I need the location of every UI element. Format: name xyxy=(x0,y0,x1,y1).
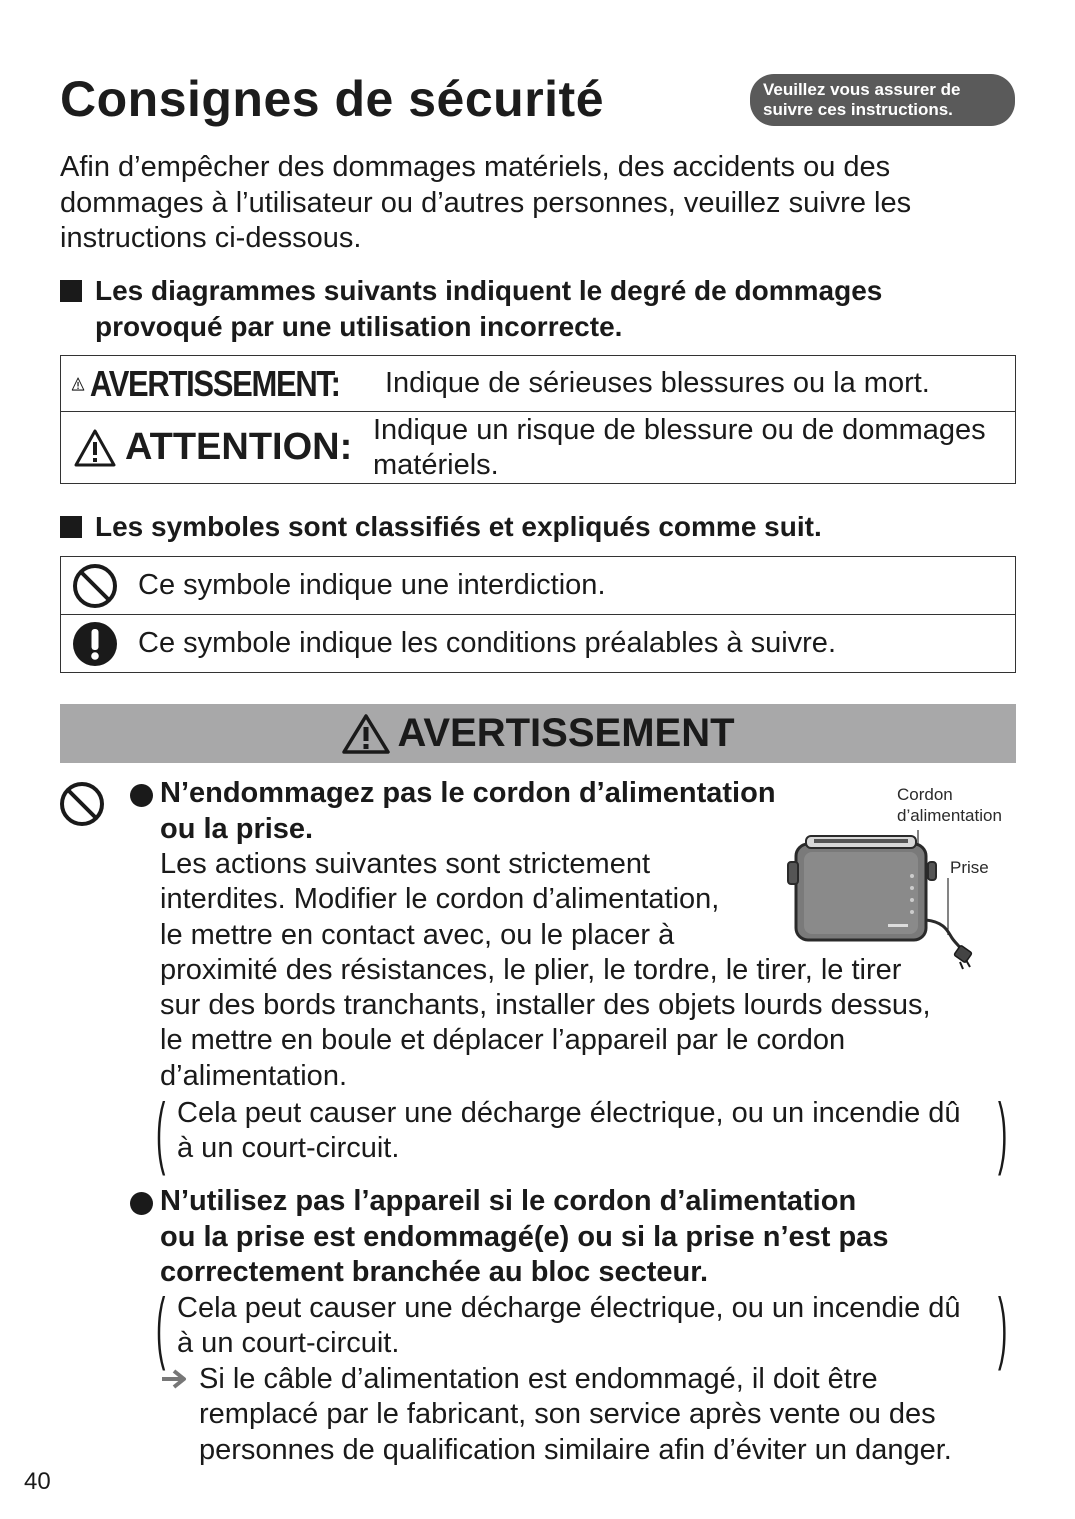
paren-open: ( xyxy=(156,1087,166,1176)
prohibition-icon xyxy=(72,563,118,609)
level-label-warning: AVERTISSEMENT: xyxy=(61,363,340,405)
prohibition-icon xyxy=(58,780,106,828)
paren-close: ) xyxy=(998,1087,1008,1176)
symbol-desc: Ce symbole indique une interdiction. xyxy=(138,569,606,601)
symbol-desc: Ce symbole indique les conditions préalables à suivre. xyxy=(138,627,836,659)
bullet-icon xyxy=(130,1192,153,1215)
warning-triangle-icon xyxy=(71,364,84,404)
level-label-attention: ATTENTION: xyxy=(61,426,373,469)
symbols-section-heading: Les symboles sont classifiés et expliqués comme suit. xyxy=(60,509,822,545)
table-row xyxy=(61,356,1016,412)
intro-paragraph xyxy=(60,150,980,257)
item-2-note: Si le câble d’alimentation est endommagé, il doit être remplacé par le fabricant, son service après vente ou des personnes de qualification similaire afin d’éviter un danger. xyxy=(199,1363,952,1466)
mandatory-icon xyxy=(72,621,118,667)
toaster-illustration xyxy=(780,820,980,975)
item-2-title: N’utilisez pas l’appareil si le cordon d’alimentation ou la prise est endommagé(e) ou si la prise n’est pas correctement branchée au bloc secteur. xyxy=(160,1185,889,1288)
degree-heading-line: provoqué par une utilisation incorrecte. xyxy=(95,311,623,342)
badge-line-2: suivre ces instructions. xyxy=(763,100,953,119)
instruction-badge xyxy=(750,74,1015,126)
item-1-body: Les actions suivantes sont strictement interdites. Modifier le cordon d’alimentation, le mettre en contact avec, ou le placer à proximité des résistances, le plier, le tordre, le tirer, le tirer sur des bords tranchants, installer des objets lourds dessus, le mettre en boule et déplacer l’appareil par le cordon d’alimentation. xyxy=(160,848,931,1092)
warning-triangle-icon xyxy=(73,428,117,468)
warning-band xyxy=(60,704,1016,763)
item-1-consequence: Cela peut causer une décharge électrique, ou un incendie dû à un court-circuit. xyxy=(177,1097,961,1164)
intro-line: dommages à l’utilisateur ou d’autres personnes, veuillez suivre les xyxy=(60,186,912,219)
arrow-right-icon xyxy=(160,1368,190,1390)
level-desc-attention: Indique un risque de blessure ou de dommages matériels. xyxy=(373,413,986,481)
bullet-icon xyxy=(130,784,153,807)
item-1-title: N’endommagez pas le cordon d’alimentation ou la prise. xyxy=(160,777,776,845)
square-bullet-icon xyxy=(60,280,82,302)
item-2-consequence: Cela peut causer une décharge électrique, ou un incendie dû à un court-circuit. xyxy=(177,1292,961,1359)
page-number: 40 xyxy=(24,1468,51,1495)
paren-open: ( xyxy=(156,1282,166,1371)
damage-degree-table xyxy=(60,355,1016,484)
level-desc-warning: Indique de sérieuses blessures ou la mort. xyxy=(385,367,930,399)
table-row xyxy=(61,412,1016,484)
figure-label-cord: Cordon d’alimentation xyxy=(897,785,1002,825)
symbols-table xyxy=(60,556,1016,673)
degree-heading-line: Les diagrammes suivants indiquent le degré de dommages xyxy=(95,275,883,306)
square-bullet-icon xyxy=(60,516,82,538)
table-row xyxy=(61,615,1016,673)
badge-line-1: Veuillez vous assurer de xyxy=(763,80,961,99)
figure-label-plug: Prise xyxy=(950,858,989,877)
intro-line: Afin d’empêcher des dommages matériels, des accidents ou des xyxy=(60,151,891,183)
degree-section-heading xyxy=(60,273,882,345)
page-title: Consignes de sécurité xyxy=(60,71,604,127)
intro-line: instructions ci-dessous. xyxy=(60,222,362,254)
paren-close: ) xyxy=(998,1282,1008,1371)
warning-triangle-icon xyxy=(341,713,391,755)
table-row xyxy=(61,557,1016,615)
warning-band-title: AVERTISSEMENT xyxy=(397,711,735,755)
